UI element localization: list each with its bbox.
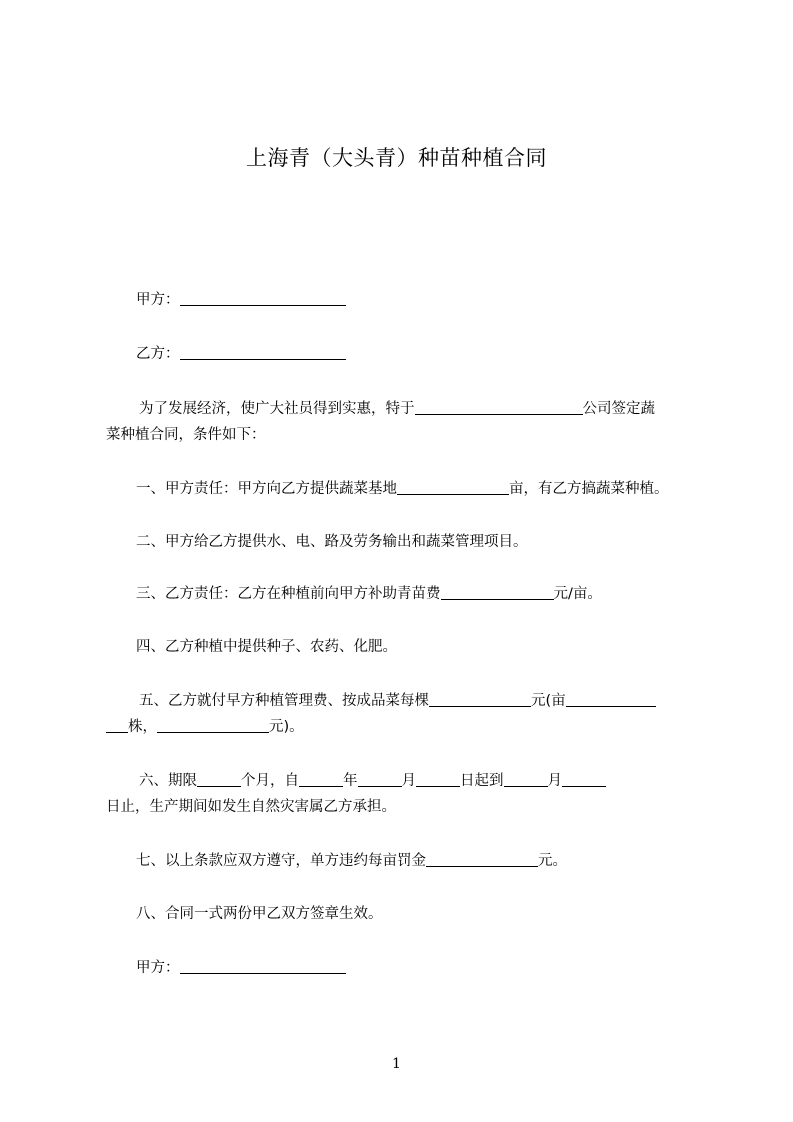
clause-1 <box>106 478 736 500</box>
clause-6-text-b: 个月，自 <box>241 773 299 789</box>
company-blank[interactable] <box>415 399 583 415</box>
clause-3-text-b: 元/亩。 <box>553 586 602 602</box>
party-b-label: 乙方： <box>136 346 180 362</box>
clause-8-text: 八、合同一式两份甲乙双方签章生效。 <box>136 906 383 922</box>
months-blank[interactable] <box>197 771 241 787</box>
clause-1-text-a: 一、甲方责任：甲方向乙方提供蔬菜基地 <box>136 481 397 497</box>
clause-6-line-2 <box>106 796 706 818</box>
clause-6-line-1 <box>106 770 739 792</box>
base-area-blank[interactable] <box>397 479 509 495</box>
intro-text-1: 为了发展经济，使广大社员得到实惠，特于 <box>139 401 415 417</box>
party-a-sign-blank[interactable] <box>180 958 346 974</box>
intro-text-2: 公司签定蔬 <box>582 401 655 417</box>
seedling-fee-blank[interactable] <box>441 584 554 600</box>
start-month-blank[interactable] <box>358 771 402 787</box>
intro-text-3: 菜种植合同，条件如下： <box>106 427 266 443</box>
amount-per-mu-blank[interactable] <box>157 717 269 733</box>
clause-5-text-c: 株， <box>128 719 157 735</box>
clause-6-text-e: 日起到 <box>460 773 504 789</box>
party-a-label: 甲方： <box>136 292 180 308</box>
price-per-plant-blank[interactable] <box>429 691 531 707</box>
party-a-line <box>106 289 736 311</box>
intro-line-1 <box>106 398 739 420</box>
plants-per-mu-blank-b[interactable] <box>106 717 128 733</box>
clause-2 <box>106 531 736 553</box>
penalty-blank[interactable] <box>426 851 538 867</box>
clause-6-text-f: 月 <box>547 773 562 789</box>
clause-5-text-a: 五、乙方就付早方种植管理费、按成品菜每棵 <box>139 693 429 709</box>
clause-6-text-g: 日止，生产期间如发生自然灾害属乙方承担。 <box>106 799 396 815</box>
page-number: 1 <box>392 1056 401 1072</box>
party-a-blank[interactable] <box>180 290 346 306</box>
clause-4-text: 四、乙方种植中提供种子、农药、化肥。 <box>136 639 397 655</box>
party-b-blank[interactable] <box>180 344 346 360</box>
clause-1-text-b: 亩，有乙方搞蔬菜种植。 <box>509 481 669 497</box>
party-a-sign-line <box>106 957 736 979</box>
start-year-blank[interactable] <box>299 771 343 787</box>
clause-5-text-d: 元)。 <box>269 719 304 735</box>
end-day-blank[interactable] <box>562 771 606 787</box>
clause-3 <box>106 583 736 605</box>
clause-8 <box>106 903 736 925</box>
end-month-blank[interactable] <box>504 771 548 787</box>
clause-5-line-2 <box>106 716 706 738</box>
clause-5-line-1 <box>106 690 739 712</box>
clause-7 <box>106 850 736 872</box>
clause-6-text-a: 六、期限 <box>139 773 197 789</box>
party-a-sign-label: 甲方： <box>136 960 180 976</box>
intro-line-2 <box>106 424 706 446</box>
clause-7-text-a: 七、以上条款应双方遵守，单方违约每亩罚金 <box>136 853 426 869</box>
clause-5-text-b: 元(亩 <box>531 693 566 709</box>
party-b-line <box>106 343 736 365</box>
clause-7-text-b: 元。 <box>538 853 567 869</box>
clause-3-text-a: 三、乙方责任：乙方在种植前向甲方补助青苗费 <box>136 586 441 602</box>
clause-2-text: 二、甲方给乙方提供水、电、路及劳务输出和蔬菜管理项目。 <box>136 534 528 550</box>
clause-6-text-c: 年 <box>343 773 358 789</box>
plants-per-mu-blank-a[interactable] <box>566 691 656 707</box>
start-day-blank[interactable] <box>416 771 460 787</box>
clause-4 <box>106 636 736 658</box>
document-title: 上海青（大头青）种苗种植合同 <box>246 146 547 170</box>
clause-6-text-d: 月 <box>401 773 416 789</box>
